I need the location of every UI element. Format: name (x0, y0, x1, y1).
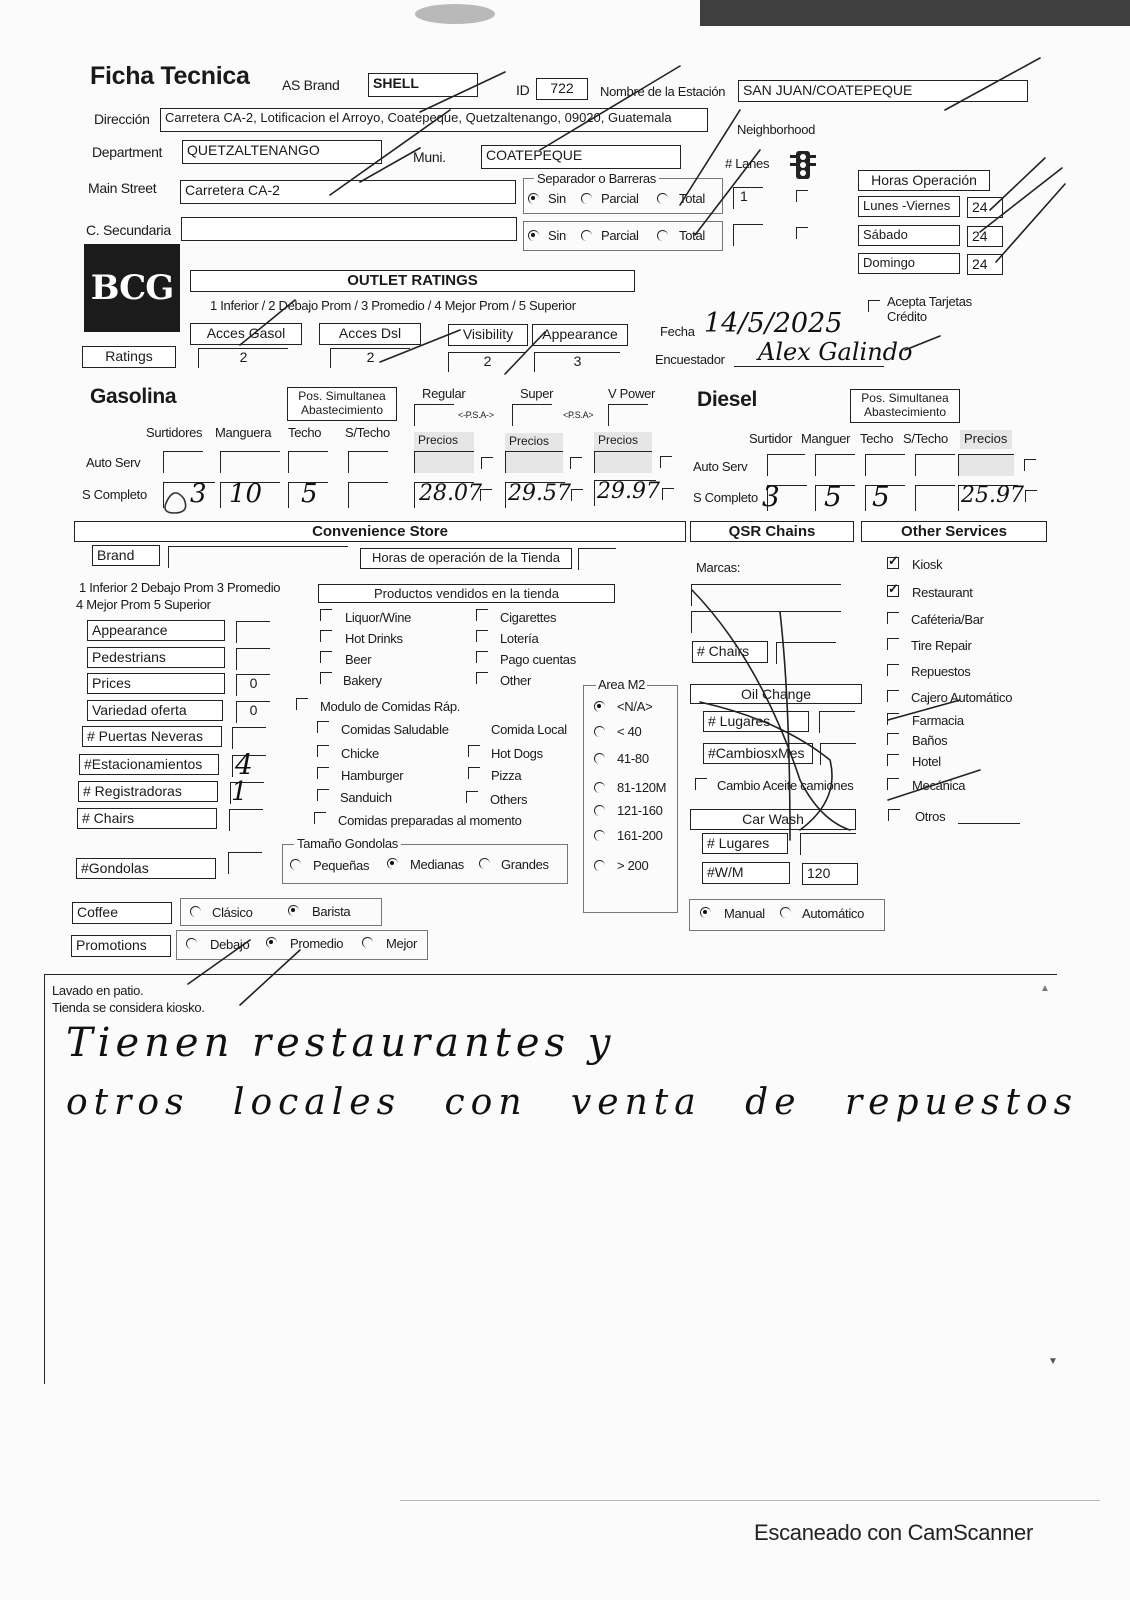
sep-sec-parcial-label: Parcial (601, 228, 639, 243)
fecha-label: Fecha (660, 324, 695, 339)
store-brand-field[interactable] (168, 546, 348, 568)
product-loteria-label: Lotería (500, 631, 539, 646)
metric-gondolas-field[interactable] (228, 852, 262, 874)
metric-estacionamientos-field[interactable] (232, 748, 266, 781)
gas-as-techo-field[interactable] (288, 451, 328, 473)
comidas-preparadas-label: Comidas preparadas al momento (338, 813, 522, 828)
regular-sc-price-field[interactable] (414, 481, 482, 508)
qsr-chains-header: QSR Chains (690, 521, 854, 542)
regular-sc-checkbox[interactable] (480, 489, 492, 501)
area-lt40-radio[interactable] (594, 726, 605, 737)
food-others-label: Others (490, 792, 528, 807)
accepts-cards-checkbox[interactable] (868, 300, 880, 312)
psa-arrow-2: <P.S.A> (563, 410, 594, 420)
service-hotel-checkbox[interactable] (887, 754, 899, 766)
promo-debajo-label: Debajo (210, 937, 250, 952)
other-services-header: Other Services (861, 521, 1047, 542)
appearance-rating-field[interactable] (534, 352, 620, 372)
id-label: ID (516, 82, 530, 98)
lanes-main-field[interactable] (733, 187, 763, 209)
product-liquor-checkbox[interactable] (320, 609, 332, 621)
dsl-sc-surtidor-value: 3 (762, 480, 780, 513)
car-wash-heading: Car Wash (690, 809, 856, 830)
secondary-field[interactable] (181, 217, 517, 241)
scroll-up-icon[interactable]: ▲ (1040, 983, 1050, 994)
qsr-marca-1-field[interactable] (691, 584, 841, 606)
area-81-120-label: 81-120M (617, 780, 667, 795)
area-81-120-radio[interactable] (594, 782, 605, 793)
visibility-rating-field[interactable] (448, 352, 526, 372)
dsl-col-surtidor: Surtidor (749, 431, 793, 446)
dsl-as-surtidor-field[interactable] (767, 454, 805, 476)
qsr-marca-2-field[interactable] (691, 611, 841, 633)
sunday-label: Domingo (858, 253, 960, 274)
dsl-sc-techo-field[interactable] (865, 480, 905, 513)
comment-handwritten-2: otros locales con venta de repuestos (66, 1082, 1079, 1123)
vpower-sc-price-value: 29.97 (597, 479, 660, 504)
gondola-grandes-label: Grandes (501, 857, 549, 872)
service-banos-label: Baños (912, 733, 948, 748)
dsl-sc-stecho-field[interactable] (915, 485, 955, 511)
brand-field[interactable]: SHELL (368, 73, 478, 97)
dsl-auto-serv-label: Auto Serv (693, 459, 748, 474)
product-other-checkbox[interactable] (476, 672, 488, 684)
food-chicke-label: Chicke (341, 746, 379, 761)
store-hours-field[interactable] (578, 548, 616, 570)
sep-main-parcial-radio[interactable] (581, 193, 592, 204)
oil-lugares-label: # Lugares (703, 711, 809, 732)
oil-change-heading: Oil Change (690, 684, 862, 704)
sep-main-sin-radio[interactable] (528, 193, 539, 204)
super-psa-field[interactable] (512, 404, 552, 426)
food-sanduich-label: Sanduich (340, 790, 392, 805)
area-gt200-label: > 200 (617, 858, 649, 873)
service-kiosk-checkbox[interactable] (887, 557, 899, 569)
gondola-pequenas-radio[interactable] (290, 859, 301, 870)
sunday-hours-field[interactable]: 24 (967, 254, 1003, 275)
service-cajero-label: Cajero Automático (911, 690, 1013, 705)
wash-lugares-field[interactable] (800, 833, 856, 855)
metric-registradoras-value: 1 (231, 777, 248, 807)
wash-manual-radio[interactable] (700, 907, 711, 918)
dsl-col-precios: Precios (960, 430, 1012, 449)
lanes-label: # Lanes (725, 156, 770, 171)
oil-lugares-field[interactable] (819, 711, 855, 733)
ratings-scale: 1 Inferior / 2 Debajo Prom / 3 Promedio / 4 Mejor Prom / 5 Superior (210, 298, 576, 313)
dsl-as-stecho-field[interactable] (915, 454, 955, 476)
encuestador-line (734, 366, 884, 367)
appearance-heading: Appearance (532, 324, 628, 346)
footer-line (400, 1500, 1100, 1501)
metric-estacionamientos-value: 4 (235, 748, 253, 781)
saturday-label: Sábado (858, 225, 960, 246)
modulo-comidas-checkbox[interactable] (296, 698, 308, 710)
area-na-radio[interactable] (594, 701, 605, 712)
product-pagocuentas-checkbox[interactable] (476, 651, 488, 663)
store-scale-line2: 4 Mejor Prom 5 Superior (76, 597, 211, 612)
service-farmacia-label: Farmacia (912, 713, 964, 728)
gas-sc-techo-value: 5 (301, 479, 318, 509)
product-cigarettes-label: Cigarettes (500, 610, 557, 625)
food-hamburger-label: Hamburger (341, 768, 404, 783)
dsl-col-manguer: Manguer (801, 431, 851, 446)
area-161-200-label: 161-200 (617, 828, 663, 843)
service-otros-line (958, 823, 1020, 824)
comments-left-border (44, 974, 45, 1384)
address-field[interactable]: Carretera CA-2, Lotificacion el Arroyo, Coatepeque, Quetzaltenango, 09020, Guatemala (160, 108, 708, 132)
psa-arrow-1: <-P.S.A-> (458, 410, 494, 420)
grade-regular: Regular (422, 386, 466, 401)
gas-sc-techo-field[interactable] (288, 479, 328, 509)
neighborhood-label: Neighborhood (737, 122, 816, 137)
gas-sc-surtidores-field[interactable] (163, 479, 215, 509)
gas-sc-surtidores-value: 3 (190, 479, 207, 509)
gas-col-manguera: Manguera (215, 425, 272, 440)
sep-main-sin-label: Sin (548, 191, 566, 206)
form-title: Ficha Tecnica (90, 62, 250, 90)
id-field[interactable]: 722 (536, 78, 588, 100)
coffee-clasico-radio[interactable] (190, 906, 201, 917)
service-restaurant-label: Restaurant (912, 585, 973, 600)
diesel-title: Diesel (697, 388, 758, 411)
area-41-80-label: 41-80 (617, 751, 649, 766)
comidas-preparadas-checkbox[interactable] (314, 812, 326, 824)
metric-estacionamientos-label: #Estacionamientos (79, 754, 219, 775)
vpower-sc-checkbox[interactable] (662, 488, 674, 500)
product-hotdrinks-checkbox[interactable] (320, 630, 332, 642)
area-41-80-radio[interactable] (594, 753, 605, 764)
vpower-as-checkbox[interactable] (660, 456, 672, 468)
metric-puertas-label: # Puertas Neveras (82, 726, 222, 747)
area-label: Area M2 (598, 677, 646, 692)
outlet-ratings-header: OUTLET RATINGS (190, 270, 635, 292)
service-mecanica-checkbox[interactable] (887, 778, 899, 790)
metric-pedestrians-field[interactable] (236, 648, 270, 670)
promotions-label: Promotions (71, 935, 171, 957)
super-sc-checkbox[interactable] (571, 489, 583, 501)
comida-local-label: Comida Local (491, 722, 567, 737)
dsl-as-techo-field[interactable] (865, 454, 905, 476)
product-bakery-checkbox[interactable] (320, 672, 332, 684)
gas-col-techo: Techo (288, 425, 322, 440)
dsl-as-price-field[interactable] (958, 454, 1014, 476)
dsl-as-manguer-field[interactable] (815, 454, 855, 476)
gondola-medianas-label: Medianas (410, 857, 464, 872)
qsr-chairs-label: # Chairs (692, 641, 768, 663)
service-otros-label: Otros (915, 809, 946, 824)
coffee-barista-radio[interactable] (288, 905, 299, 916)
weekday-hours-field[interactable]: 24 (967, 197, 1003, 218)
coffee-group (180, 898, 382, 926)
dsl-sc-manguer-field[interactable] (815, 480, 855, 513)
product-loteria-checkbox[interactable] (476, 630, 488, 642)
area-group (583, 685, 678, 913)
traffic-light-secondary-checkbox[interactable] (796, 227, 808, 239)
area-121-160-label: 121-160 (617, 803, 663, 818)
cambio-camiones-checkbox[interactable] (695, 778, 707, 790)
acces-gasol-heading: Acces Gasol (190, 323, 302, 345)
product-cigarettes-checkbox[interactable] (476, 609, 488, 621)
service-hotel-label: Hotel (912, 754, 941, 769)
regular-psa-field[interactable] (414, 404, 454, 426)
dsl-col-techo: Techo (860, 431, 894, 446)
muni-field[interactable]: COATEPEQUE (481, 145, 681, 169)
products-sold-heading: Productos vendidos en la tienda (318, 584, 615, 603)
gondola-size-label: Tamaño Gondolas (294, 836, 401, 851)
service-repuestos-label: Repuestos (911, 664, 971, 679)
acces-gasol-rating-field[interactable] (198, 348, 288, 368)
gas-col-stecho: S/Techo (345, 425, 390, 440)
service-otros-checkbox[interactable] (888, 809, 900, 821)
wash-automatico-label: Automático (802, 906, 865, 921)
weekday-label: Lunes -Viernes (858, 196, 960, 217)
metric-variedad-value: 0 (249, 702, 258, 718)
sep-main-parcial-label: Parcial (601, 191, 639, 206)
metric-registradoras-field[interactable] (230, 777, 264, 807)
gas-sc-manguera-field[interactable] (220, 479, 280, 509)
traffic-light-main-checkbox[interactable] (796, 190, 808, 202)
hours-heading: Horas Operación (858, 170, 990, 191)
modulo-comidas-label: Modulo de Comidas Ráp. (320, 699, 461, 714)
area-na-label: <N/A> (617, 699, 653, 714)
qsr-marcas-label: Marcas: (696, 560, 741, 575)
gas-auto-serv-label: Auto Serv (86, 455, 141, 470)
sep-main-total-radio[interactable] (657, 193, 668, 204)
acces-dsl-rating-value: 2 (366, 349, 375, 365)
super-as-checkbox[interactable] (570, 457, 582, 469)
vpower-psa-field[interactable] (608, 404, 648, 426)
station-label: Nombre de la Estación (600, 84, 726, 99)
regular-as-price-field[interactable] (414, 451, 474, 473)
accepts-cards-label: Acepta Tarjetas Crédito (887, 294, 972, 324)
food-pizza-checkbox[interactable] (468, 767, 480, 779)
service-repuestos-checkbox[interactable] (887, 664, 899, 676)
service-cajero-checkbox[interactable] (887, 690, 899, 702)
dsl-pos-heading: Pos. Simultanea Abastecimiento (850, 389, 960, 423)
product-beer-checkbox[interactable] (320, 651, 332, 663)
comment-typed-1: Lavado en patio. (52, 983, 144, 998)
food-hotdogs-checkbox[interactable] (468, 745, 480, 757)
wash-wm-field[interactable]: 120 (802, 863, 858, 885)
qsr-chairs-field[interactable] (776, 642, 836, 664)
ratings-label: Ratings (82, 346, 176, 368)
service-tire-repair-checkbox[interactable] (887, 638, 899, 650)
acces-dsl-heading: Acces Dsl (319, 323, 421, 345)
visibility-heading: Visibility (448, 324, 528, 346)
service-restaurant-checkbox[interactable] (887, 585, 899, 597)
main-street-label: Main Street (88, 180, 157, 196)
area-121-160-radio[interactable] (594, 805, 605, 816)
lanes-main-value: 1 (740, 188, 748, 204)
regular-precios-heading: Precios (414, 432, 474, 451)
metric-prices-label: Prices (87, 673, 225, 694)
regular-as-checkbox[interactable] (481, 457, 493, 469)
dsl-col-stecho: S/Techo (903, 431, 948, 446)
coffee-barista-label: Barista (312, 904, 351, 919)
main-street-field[interactable]: Carretera CA-2 (180, 180, 516, 204)
service-cafeteria-checkbox[interactable] (887, 612, 899, 624)
department-label: Department (92, 144, 163, 160)
oil-cambios-label: #CambiosxMes (703, 743, 813, 764)
food-saludable-checkbox[interactable] (317, 721, 329, 733)
food-others-checkbox[interactable] (466, 791, 478, 803)
gondola-medianas-radio[interactable] (387, 858, 398, 869)
dsl-sc-manguer-value: 5 (824, 480, 842, 513)
metric-chairs-field[interactable] (229, 809, 263, 831)
dsl-sc-techo-value: 5 (872, 480, 890, 513)
dsl-s-completo-label: S Completo (693, 490, 758, 505)
product-pagocuentas-label: Pago cuentas (500, 652, 576, 667)
separator-label: Separador o Barreras (534, 171, 659, 186)
dsl-sc-checkbox[interactable] (1025, 490, 1037, 502)
promo-debajo-radio[interactable] (186, 938, 197, 949)
promo-promedio-radio[interactable] (266, 937, 277, 948)
gas-as-stecho-field[interactable] (348, 451, 388, 473)
gas-pos-heading: Pos. Simultanea Abastecimiento (287, 387, 397, 421)
metric-variedad-field[interactable] (236, 701, 270, 723)
vpower-as-price-field[interactable] (594, 451, 652, 473)
fecha-value: 14/5/2025 (704, 308, 843, 339)
traffic-light-icon (790, 150, 816, 180)
area-gt200-radio[interactable] (594, 860, 605, 871)
gondola-pequenas-label: Pequeñas (313, 858, 370, 873)
super-precios-heading: Precios (505, 433, 563, 452)
scroll-down-icon[interactable]: ▼ (1048, 1356, 1058, 1367)
store-brand-label: Brand (92, 545, 160, 566)
sep-sec-parcial-radio[interactable] (581, 230, 592, 241)
brand-label: AS Brand (282, 77, 340, 93)
super-sc-price-field[interactable] (505, 481, 571, 508)
comment-typed-2: Tienda se considera kiosko. (52, 1000, 205, 1015)
metric-appearance-field[interactable] (236, 621, 270, 643)
wash-automatico-radio[interactable] (780, 907, 791, 918)
dsl-sc-price-value: 25.97 (961, 483, 1024, 508)
sep-sec-sin-label: Sin (548, 228, 566, 243)
department-field[interactable]: QUETZALTENANGO (182, 140, 382, 164)
secondary-label: C. Secundaria (86, 222, 171, 238)
service-tire-repair-label: Tire Repair (911, 638, 972, 653)
dsl-sc-surtidor-field[interactable] (762, 480, 807, 513)
comments-top-border (45, 974, 1057, 975)
service-farmacia-checkbox[interactable] (887, 713, 899, 725)
area-lt40-label: < 40 (617, 724, 642, 739)
sep-sec-sin-radio[interactable] (528, 230, 539, 241)
coffee-clasico-label: Clásico (212, 905, 253, 920)
vpower-precios-heading: Precios (594, 432, 652, 451)
service-cafeteria-label: Caféteria/Bar (911, 612, 984, 627)
promo-promedio-label: Promedio (290, 936, 344, 951)
service-banos-checkbox[interactable] (887, 733, 899, 745)
grade-super: Super (520, 386, 554, 401)
sep-main-total-label: Total (679, 191, 705, 206)
gas-s-completo-label: S Completo (82, 487, 147, 502)
gas-as-manguera-field[interactable] (220, 451, 280, 473)
lanes-secondary-field[interactable] (733, 224, 763, 246)
wash-manual-label: Manual (724, 906, 765, 921)
vpower-sc-price-field[interactable] (594, 479, 660, 506)
food-hamburger-checkbox[interactable] (317, 767, 329, 779)
metric-prices-value: 0 (249, 675, 258, 691)
metric-pedestrians-label: Pedestrians (87, 647, 225, 668)
address-label: Dirección (94, 111, 150, 127)
super-as-price-field[interactable] (505, 451, 563, 473)
dsl-sc-price-field[interactable] (958, 483, 1024, 511)
acces-gasol-rating-value: 2 (239, 349, 248, 365)
acces-dsl-rating-field[interactable] (330, 348, 410, 368)
food-hotdogs-label: Hot Dogs (491, 746, 543, 761)
gas-sc-manguera-value: 10 (229, 479, 263, 509)
muni-label: Muni. (413, 149, 446, 165)
sep-sec-total-radio[interactable] (657, 230, 668, 241)
product-hotdrinks-label: Hot Drinks (345, 631, 403, 646)
camscanner-watermark: Escaneado con CamScanner (754, 1520, 1033, 1545)
grade-vpower: V Power (608, 386, 656, 401)
wash-lugares-label: # Lugares (702, 833, 788, 854)
sep-sec-total-label: Total (679, 228, 705, 243)
station-field[interactable]: SAN JUAN/COATEPEQUE (738, 80, 1028, 102)
food-saludable-label: Comidas Saludable (341, 722, 449, 737)
gas-col-surtidores: Surtidores (146, 425, 203, 440)
food-pizza-label: Pizza (491, 768, 522, 783)
encuestador-label: Encuestador (655, 352, 725, 367)
area-161-200-radio[interactable] (594, 830, 605, 841)
metric-puertas-field[interactable] (232, 727, 266, 749)
metric-gondolas-label: #Gondolas (76, 858, 216, 879)
wash-wm-label: #W/M (702, 862, 790, 884)
gasolina-title: Gasolina (90, 385, 177, 408)
food-sanduich-checkbox[interactable] (317, 789, 329, 801)
dsl-as-checkbox[interactable] (1024, 459, 1036, 471)
metric-variedad-label: Variedad oferta (87, 700, 223, 721)
saturday-hours-field[interactable]: 24 (967, 226, 1003, 247)
visibility-rating-value: 2 (483, 353, 492, 369)
comment-handwritten-1: Tienen restaurantes y (66, 1020, 616, 1066)
gas-as-surtidores-field[interactable] (163, 451, 203, 473)
product-bakery-label: Bakery (343, 673, 382, 688)
product-beer-label: Beer (345, 652, 372, 667)
product-liquor-label: Liquor/Wine (345, 610, 412, 625)
gondola-grandes-radio[interactable] (479, 858, 490, 869)
promo-mejor-radio[interactable] (362, 937, 373, 948)
gas-sc-stecho-field[interactable] (348, 482, 388, 508)
coffee-label: Coffee (72, 902, 172, 924)
regular-sc-price-value: 28.07 (419, 481, 482, 506)
cambio-camiones-label: Cambio Aceite camiones (717, 778, 854, 793)
metric-appearance-label: Appearance (87, 620, 225, 641)
food-chicke-checkbox[interactable] (317, 745, 329, 757)
oil-cambios-field[interactable] (820, 743, 856, 765)
store-scale-line1: 1 Inferior 2 Debajo Prom 3 Promedio (79, 580, 281, 595)
encuestador-value: Alex Galindo (758, 338, 913, 366)
bcg-logo: BCG (84, 244, 180, 332)
metric-registradoras-label: # Registradoras (78, 781, 218, 802)
store-hours-label: Horas de operación de la Tienda (360, 548, 572, 569)
promo-mejor-label: Mejor (386, 936, 418, 951)
product-other-label: Other (500, 673, 532, 688)
service-mecanica-label: Mecánica (912, 778, 966, 793)
appearance-rating-value: 3 (573, 353, 582, 369)
super-sc-price-value: 29.57 (508, 481, 571, 506)
convenience-store-header: Convenience Store (74, 521, 686, 542)
metric-chairs-label: # Chairs (77, 808, 217, 829)
metric-prices-field[interactable] (236, 674, 270, 696)
service-kiosk-label: Kiosk (912, 557, 943, 572)
